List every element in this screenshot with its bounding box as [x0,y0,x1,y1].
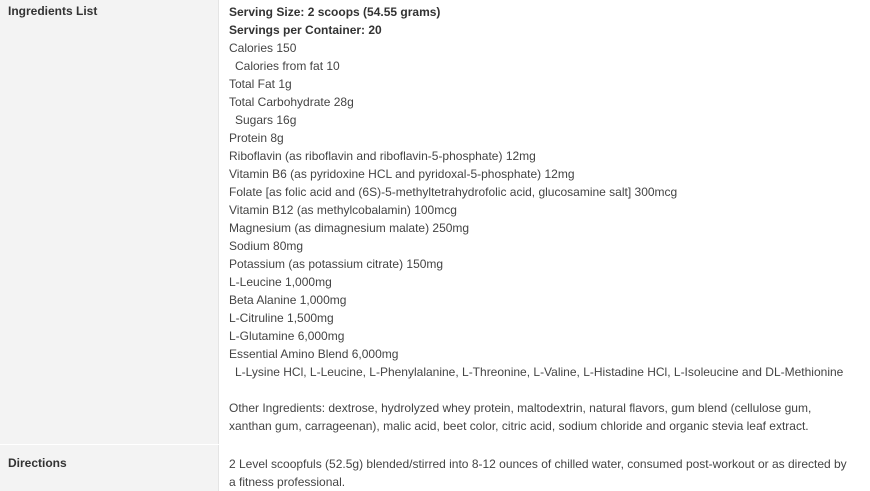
fact-line: Beta Alanine 1,000mg [229,293,347,307]
fact-line: Vitamin B6 (as pyridoxine HCL and pyridoxal-5-phosphate) 12mg [229,167,575,181]
fact-line: Sugars 16g [235,113,297,127]
spacer [229,381,866,399]
fact-line: Calories from fat 10 [235,59,340,73]
directions-value [219,445,866,491]
fact-line: L-Leucine 1,000mg [229,275,332,289]
fact-line: Total Carbohydrate 28g [229,95,354,109]
directions-line: 2 Level scoopfuls (52.5g) blended/stirred into 8-12 ounces of chilled water, consumed post-workout or as directed by [229,457,847,471]
amino-blend-contents: L-Lysine HCl, L-Leucine, L-Phenylalanine, L-Threonine, L-Valine, L-Histadine HCl, L-Isoleucine and DL-Methionine [235,365,844,379]
fact-line: Calories 150 [229,41,297,55]
fact-line: Protein 8g [229,131,284,145]
servings-per-container: Servings per Container: 20 [229,23,382,37]
fact-line: Potassium (as potassium citrate) 150mg [229,257,444,271]
fact-line: Total Fat 1g [229,77,292,91]
other-ingredients-line: Other Ingredients: dextrose, hydrolyzed whey protein, maltodextrin, natural flavors, gum blend (cellulose gum, [229,401,812,415]
ingredients-value [219,0,866,444]
fact-line: Sodium 80mg [229,239,304,253]
directions-line: a fitness professional. [229,475,346,489]
directions-row [0,444,866,491]
fact-line: L-Citruline 1,500mg [229,311,334,325]
fact-line: Vitamin B12 (as methylcobalamin) 100mcg [229,203,457,217]
serving-size: Serving Size: 2 scoops (54.55 grams) [229,5,441,19]
fact-line: Riboflavin (as riboflavin and riboflavin-5-phosphate) 12mg [229,149,536,163]
fact-line: Magnesium (as dimagnesium malate) 250mg [229,221,470,235]
fact-line: L-Glutamine 6,000mg [229,329,345,343]
fact-line: Folate [as folic acid and (6S)-5-methyltetrahydrofolic acid, glucosamine salt] 300mcg [229,185,678,199]
other-ingredients-line: xanthan gum, carrageenan), malic acid, beet color, citric acid, sodium chloride and organic stevia leaf extract. [229,419,809,433]
directions-label: Directions [0,445,219,491]
fact-line: Essential Amino Blend 6,000mg [229,347,399,361]
ingredients-label: Ingredients List [0,0,219,444]
